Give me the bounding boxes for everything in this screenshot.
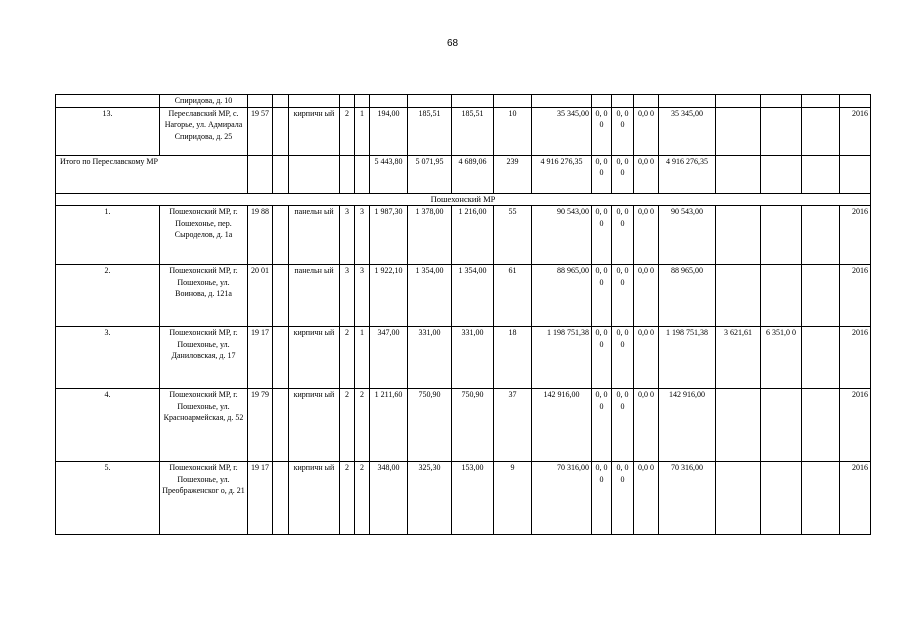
extra1-cell: [716, 206, 761, 265]
area-living-cell: 5 071,95: [408, 155, 452, 193]
extra2-cell: [761, 265, 802, 327]
cost-owners-cell: 35 345,00: [659, 107, 716, 155]
address-cell: Пошехонский МР, г. Пошехонье, ул. Преображенског о, д. 21: [160, 462, 248, 535]
plan-year-cell: 2016: [840, 107, 871, 155]
row-number: 4.: [56, 389, 160, 462]
floors-cell: 2: [340, 327, 355, 389]
residents-cell: 61: [494, 265, 532, 327]
row-number: 3.: [56, 327, 160, 389]
entrances-cell: 3: [355, 265, 370, 327]
entrances-cell: 2: [355, 389, 370, 462]
fund2-cell: 0, 0 0: [612, 462, 634, 535]
table-row-fragment: [56, 95, 871, 108]
address-cell: Пошехонский МР, г. Пошехонье, ул. Даниловская, д. 17: [160, 327, 248, 389]
cost-owners-cell: 1 198 751,38: [659, 327, 716, 389]
area-residential-cell: 1 216,00: [452, 206, 494, 265]
extra2-cell: 6 351,0 0: [761, 327, 802, 389]
fund2-cell: 0, 0 0: [612, 327, 634, 389]
floors-cell: 3: [340, 265, 355, 327]
fund2-cell: 0, 0 0: [612, 107, 634, 155]
cost-total-cell: 70 316,00: [532, 462, 592, 535]
plan-year-cell: 2016: [840, 327, 871, 389]
table-row-total: [56, 155, 871, 193]
cost-owners-cell: 4 916 276,35: [659, 155, 716, 193]
section-title: Пошехонский МР: [56, 193, 871, 206]
row-number: 5.: [56, 462, 160, 535]
residents-cell: 9: [494, 462, 532, 535]
fund1-cell: 0, 0 0: [592, 206, 612, 265]
entrances-cell: 3: [355, 206, 370, 265]
table-row: [56, 206, 871, 265]
cost-owners-cell: 88 965,00: [659, 265, 716, 327]
material-cell: кирпичн ый: [289, 107, 340, 155]
area-total-cell: 348,00: [370, 462, 408, 535]
fund3-cell: 0,0 0: [634, 265, 659, 327]
year-cell: 19 79: [248, 389, 273, 462]
year-cell: 19 17: [248, 462, 273, 535]
residents-cell: 18: [494, 327, 532, 389]
material-cell: кирпичн ый: [289, 389, 340, 462]
fund3-cell: 0,0 0: [634, 327, 659, 389]
area-residential-cell: 4 689,06: [452, 155, 494, 193]
area-total-cell: 1 987,30: [370, 206, 408, 265]
year-cell: 20 01: [248, 265, 273, 327]
cost-total-cell: 4 916 276,35: [532, 155, 592, 193]
table-row: [56, 327, 871, 389]
cost-owners-cell: 90 543,00: [659, 206, 716, 265]
material-cell: панельн ый: [289, 265, 340, 327]
year-cell: 19 17: [248, 327, 273, 389]
area-total-cell: 194,00: [370, 107, 408, 155]
fund1-cell: 0, 0 0: [592, 265, 612, 327]
fund1-cell: 0, 0 0: [592, 462, 612, 535]
address-cell: Пошехонский МР, г. Пошехонье, пер. Сыроделов, д. 1а: [160, 206, 248, 265]
fund1-cell: 0, 0 0: [592, 389, 612, 462]
extra1-cell: [716, 462, 761, 535]
table-row: [56, 462, 871, 535]
page-number: 68: [446, 38, 459, 49]
material-cell: кирпичн ый: [289, 327, 340, 389]
address-cell: Переславский МР, с. Нагорье, ул. Адмирала Спиридова, д. 25: [160, 107, 248, 155]
fund1-cell: 0, 0 0: [592, 155, 612, 193]
extra2-cell: [761, 462, 802, 535]
fund2-cell: 0, 0 0: [612, 265, 634, 327]
entrances-cell: 1: [355, 107, 370, 155]
address-cell: Пошехонский МР, г. Пошехонье, ул. Красноармейская, д. 52: [160, 389, 248, 462]
fund2-cell: 0, 0 0: [612, 206, 634, 265]
cost-owners-cell: 70 316,00: [659, 462, 716, 535]
material-cell: кирпичн ый: [289, 462, 340, 535]
floors-cell: 3: [340, 206, 355, 265]
area-total-cell: 5 443,80: [370, 155, 408, 193]
table-row: [56, 265, 871, 327]
area-living-cell: 750,90: [408, 389, 452, 462]
fund3-cell: 0,0 0: [634, 206, 659, 265]
extra1-cell: [716, 265, 761, 327]
section-row: [56, 193, 871, 206]
row-number: 1.: [56, 206, 160, 265]
fund3-cell: 0,0 0: [634, 107, 659, 155]
area-total-cell: 1 922,10: [370, 265, 408, 327]
fund1-cell: 0, 0 0: [592, 327, 612, 389]
floors-cell: 2: [340, 462, 355, 535]
area-living-cell: 1 354,00: [408, 265, 452, 327]
area-living-cell: 325,30: [408, 462, 452, 535]
plan-year-cell: 2016: [840, 389, 871, 462]
address-cell: Пошехонский МР, г. Пошехонье, ул. Воинова, д. 121а: [160, 265, 248, 327]
entrances-cell: 2: [355, 462, 370, 535]
row-number: 2.: [56, 265, 160, 327]
area-total-cell: 1 211,60: [370, 389, 408, 462]
area-residential-cell: 750,90: [452, 389, 494, 462]
extra1-cell: [716, 389, 761, 462]
year-cell: 19 57: [248, 107, 273, 155]
residents-cell: 37: [494, 389, 532, 462]
table-row: [56, 389, 871, 462]
residents-cell: 55: [494, 206, 532, 265]
cost-total-cell: 142 916,00: [532, 389, 592, 462]
fund2-cell: 0, 0 0: [612, 155, 634, 193]
year-cell: 19 88: [248, 206, 273, 265]
area-living-cell: 331,00: [408, 327, 452, 389]
cost-total-cell: 35 345,00: [532, 107, 592, 155]
residents-cell: 10: [494, 107, 532, 155]
extra2-cell: [761, 389, 802, 462]
floors-cell: 2: [340, 107, 355, 155]
cost-total-cell: 88 965,00: [532, 265, 592, 327]
fund3-cell: 0,0 0: [634, 155, 659, 193]
extra1-cell: 3 621,61: [716, 327, 761, 389]
entrances-cell: 1: [355, 327, 370, 389]
cost-total-cell: 90 543,00: [532, 206, 592, 265]
extra2-cell: [761, 206, 802, 265]
address-cell: Спиридова, д. 10: [160, 95, 248, 108]
area-residential-cell: 1 354,00: [452, 265, 494, 327]
total-label: Итого по Переславскому МР: [56, 155, 248, 193]
plan-year-cell: 2016: [840, 206, 871, 265]
area-living-cell: 185,51: [408, 107, 452, 155]
area-residential-cell: 331,00: [452, 327, 494, 389]
fund1-cell: 0, 0 0: [592, 107, 612, 155]
plan-year-cell: 2016: [840, 265, 871, 327]
table-row: [56, 107, 871, 155]
fund2-cell: 0, 0 0: [612, 389, 634, 462]
area-residential-cell: 153,00: [452, 462, 494, 535]
floors-cell: 2: [340, 389, 355, 462]
row-number: 13.: [56, 107, 160, 155]
residents-cell: 239: [494, 155, 532, 193]
fund3-cell: 0,0 0: [634, 462, 659, 535]
fund3-cell: 0,0 0: [634, 389, 659, 462]
housing-table: [55, 94, 871, 535]
area-living-cell: 1 378,00: [408, 206, 452, 265]
cost-owners-cell: 142 916,00: [659, 389, 716, 462]
area-residential-cell: 185,51: [452, 107, 494, 155]
cost-total-cell: 1 198 751,38: [532, 327, 592, 389]
material-cell: панельн ый: [289, 206, 340, 265]
plan-year-cell: 2016: [840, 462, 871, 535]
area-total-cell: 347,00: [370, 327, 408, 389]
